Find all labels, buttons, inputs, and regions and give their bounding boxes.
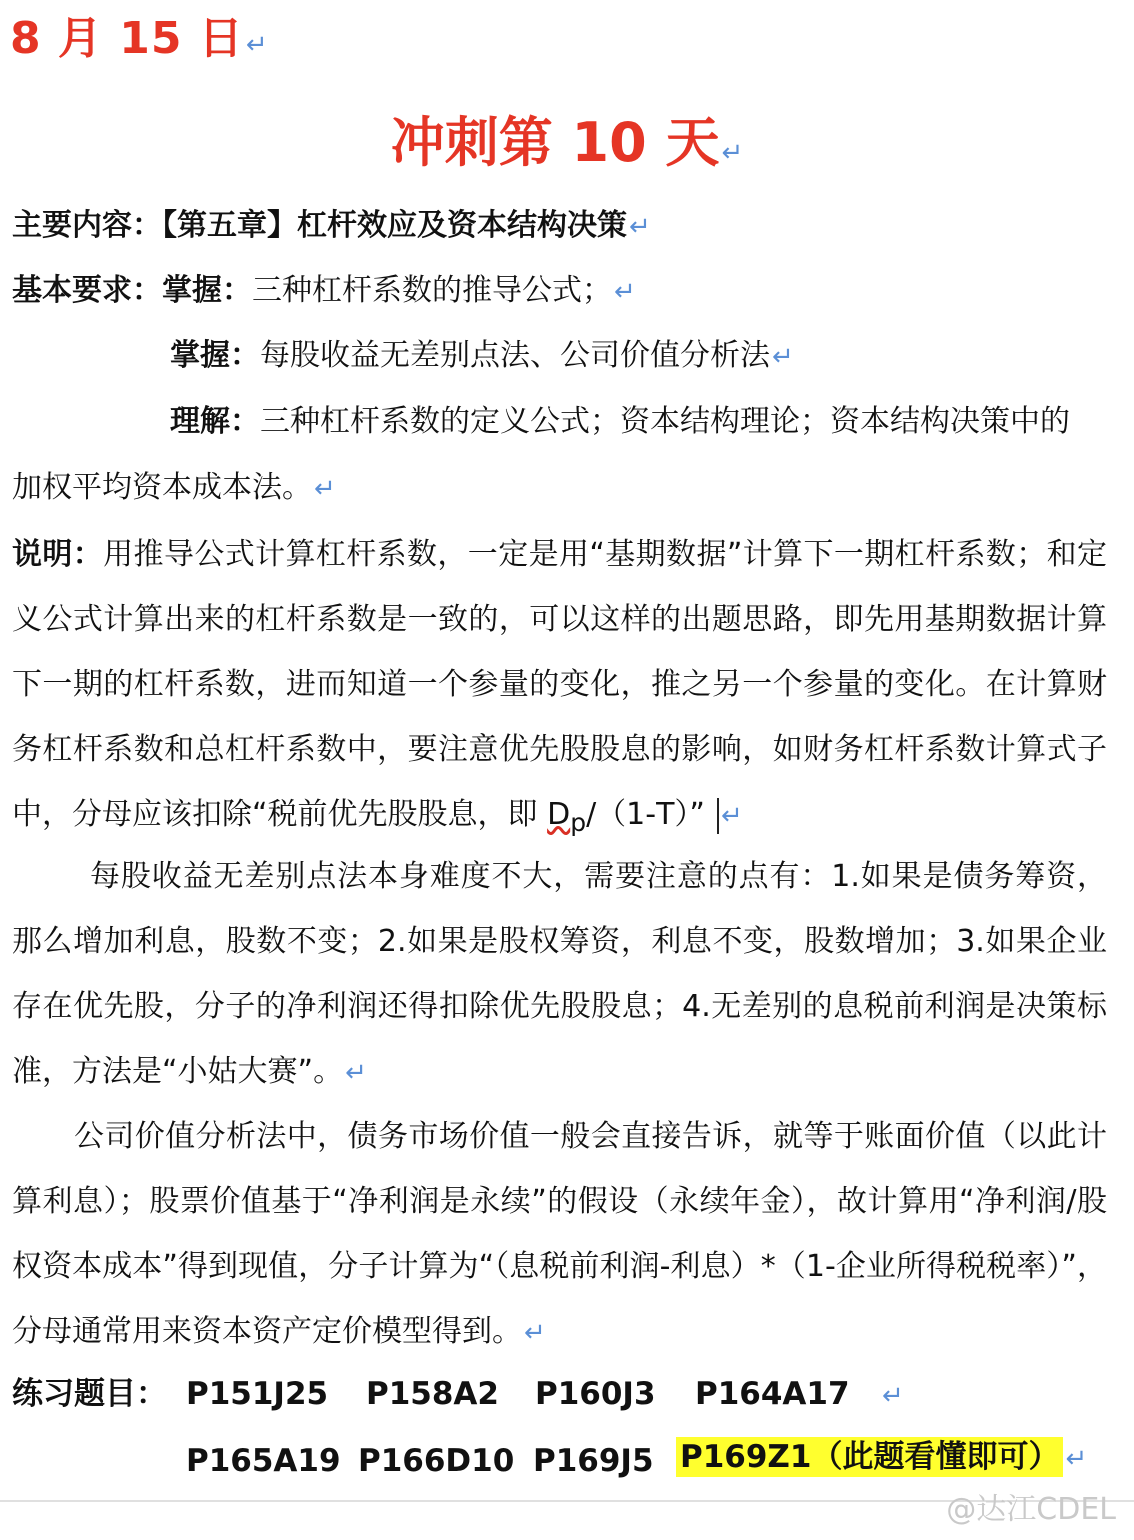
main-content-value: 【第五章】杠杆效应及资本结构决策 bbox=[162, 208, 627, 243]
requirement-line-3 bbox=[170, 402, 1070, 442]
eps-paragraph: 每股收益无差别点法本身难度不大，需要注意的点有：1.如果是债务筹资，那么增加利息，股数不变；2.如果是股权筹资，利息不变，股数增加；3.如果企业存在优先股，分子的净利润还得扣除优先股股息；4.无差别的息税前利润是决策标准，方法是“小姑大赛”。↵ bbox=[12, 859, 1107, 1089]
return-mark-icon: ↵ bbox=[314, 474, 336, 504]
exercise-item: P166D10 bbox=[358, 1443, 515, 1479]
requirement-line-2 bbox=[170, 336, 794, 377]
explanation-paragraph bbox=[12, 522, 1107, 855]
dp-symbol: $D_p$ bbox=[547, 797, 587, 837]
req-text: 三种杠杆系数的推导公式； bbox=[252, 273, 612, 308]
return-mark-icon: ↵ bbox=[720, 801, 743, 831]
company-value-paragraph: 公司价值分析法中，债务市场价值一般会直接告诉，就等于账面价值（以此计算利息）；股票价值基于“净利润是永续”的假设（永续年金），故计算用“净利润/股权资本成本”得到现值，分子计算为“（息税前利润-利息）*（1-企业所得税税率）”，分母通常用来资本资产定价模型得到。↵ bbox=[12, 1119, 1107, 1349]
page-title: 冲刺第 10 天↵ bbox=[390, 111, 744, 174]
return-mark-icon: ↵ bbox=[772, 342, 794, 372]
exercise-item: P169J5 bbox=[533, 1443, 654, 1479]
text-cursor bbox=[717, 798, 719, 834]
exercises-label: 练习题目： bbox=[12, 1376, 167, 1412]
return-mark-icon: ↵ bbox=[629, 212, 651, 242]
exercise-item: P165A19 bbox=[186, 1443, 341, 1479]
exercise-item: P164A17 bbox=[695, 1376, 850, 1412]
exercise-item: P151J25 bbox=[186, 1376, 329, 1412]
req-key: 掌握： bbox=[170, 338, 260, 373]
return-mark-icon: ↵ bbox=[345, 1058, 367, 1088]
return-mark-icon: ↵ bbox=[614, 277, 636, 307]
return-mark-icon: ↵ bbox=[721, 138, 744, 168]
main-content-label: 主要内容： bbox=[12, 208, 162, 243]
requirements-label: 基本要求： bbox=[12, 273, 162, 308]
explanation-label: 说明： bbox=[12, 537, 104, 572]
req-key: 掌握： bbox=[162, 273, 252, 308]
return-mark-icon: ↵ bbox=[245, 30, 269, 60]
exercise-highlighted: P169Z1（此题看懂即可） ↵ bbox=[676, 1437, 1087, 1479]
exercise-item: P158A2 bbox=[366, 1376, 499, 1412]
req-text: 三种杠杆系数的定义公式；资本结构理论；资本结构决策中的 bbox=[260, 404, 1070, 439]
return-mark-icon: ↵ bbox=[882, 1381, 904, 1411]
return-mark-icon: ↵ bbox=[524, 1318, 546, 1348]
req-key: 理解： bbox=[170, 404, 260, 439]
req-text: 加权平均资本成本法。 bbox=[12, 470, 312, 505]
requirement-line-3-cont bbox=[12, 468, 336, 509]
explanation-text: 用推导公式计算杠杆系数，一定是用“基期数据”计算下一期杠杆系数；和定义公式计算出来的杠杆系数是一致的，可以这样的出题思路，即先用基期数据计算下一期的杠杆系数，进而知道一个参量的变化，推之另一个参量的变化。在计算财务杠杆系数和总杠杆系数中，要注意优先股股息的影响，如财务杠杆系数计算式子中，分母应该扣除“税前优先股股息，即 bbox=[12, 537, 1108, 832]
watermark: @达江CDEL bbox=[946, 1492, 1116, 1527]
return-mark-icon: ↵ bbox=[1065, 1444, 1088, 1474]
req-text: 每股收益无差别点法、公司价值分析法 bbox=[260, 338, 770, 373]
exercise-item: P160J3 bbox=[535, 1376, 656, 1412]
requirement-line-1 bbox=[12, 271, 636, 312]
date-heading: 8 月 15 日↵ bbox=[10, 13, 269, 64]
explanation-tail: /（1-T）” bbox=[586, 797, 705, 832]
main-content-line bbox=[12, 206, 651, 247]
